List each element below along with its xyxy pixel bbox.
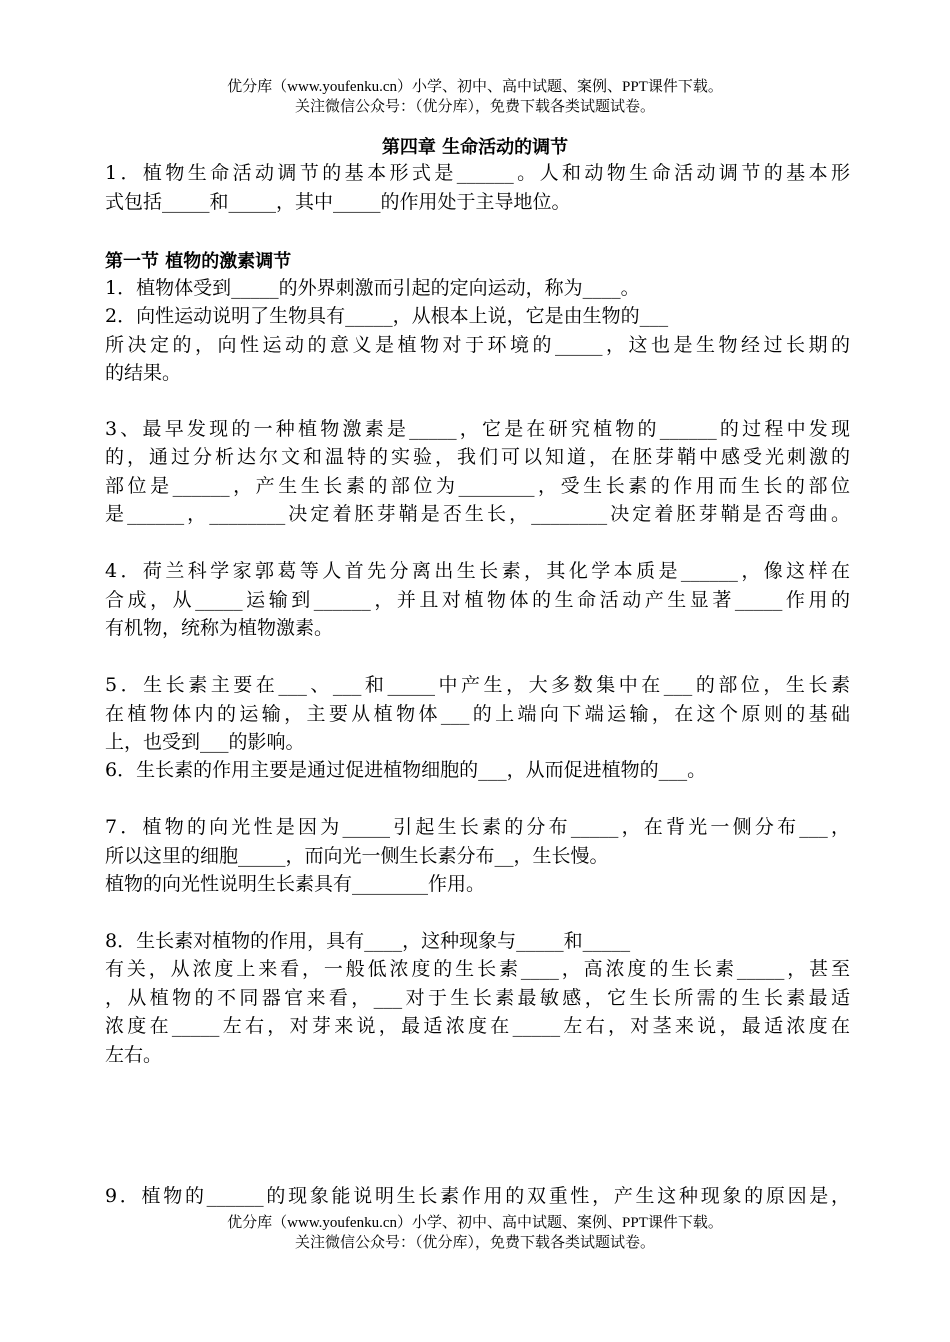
section-title: 第一节 植物的激素调节 <box>105 251 292 272</box>
text-line: 的，通过分析达尔文和温特的实验，我们可以知道，在胚芽鞘中感受光刺激的 <box>105 446 850 468</box>
text-line: 部位是______，产生生长素的部位为________，受生长素的作用而生长的部位 <box>105 475 850 497</box>
text-line: 在植物体内的运输，主要从植物体___的上端向下端运输，在这个原则的基础 <box>105 703 850 725</box>
text-line: 1．植物体受到_____的外界刺激而引起的定向运动，称为____。 <box>105 277 640 299</box>
text-line: 所决定的，向性运动的意义是植物对于环境的_____，这也是生物经过长期的 <box>105 334 850 356</box>
text-line: 6．生长素的作用主要是通过促进植物细胞的___，从而促进植物的___。 <box>105 759 707 781</box>
text-line: 所以这里的细胞_____，而向光一侧生长素分布__，生长慢。 <box>105 845 609 867</box>
text-line: 式包括_____和_____，其中_____的作用处于主导地位。 <box>105 191 571 213</box>
footer-line-1: 优分库（www.youfenku.cn）小学、初中、高中试题、案例、PPT课件下载。 <box>227 1215 723 1231</box>
text-line: 3、最早发现的一种植物激素是_____，它是在研究植物的______的过程中发现 <box>105 418 850 440</box>
text-line: 4．荷兰科学家郭葛等人首先分离出生长素，其化学本质是______，像这样在 <box>105 560 850 582</box>
text-line: 浓度在_____左右，对芽来说，最适浓度在_____左右，对茎来说，最适浓度在 <box>105 1015 850 1037</box>
text-line: 1．植物生命活动调节的基本形式是______。人和动物生命活动调节的基本形 <box>105 162 850 184</box>
text-line: 2．向性运动说明了生物具有_____，从根本上说，它是由生物的___ <box>105 305 669 327</box>
header-line-1: 优分库（www.youfenku.cn）小学、初中、高中试题、案例、PPT课件下载。 <box>227 79 723 95</box>
chapter-title: 第四章 生命活动的调节 <box>381 137 569 158</box>
header-line-2: 关注微信公众号：（优分库），免费下载各类试题试卷。 <box>294 99 655 115</box>
text-line: 的结果。 <box>105 362 182 384</box>
text-line: 9．植物的______的现象能说明生长素作用的双重性，产生这种现象的原因是， <box>105 1185 850 1207</box>
footer-line-2: 关注微信公众号：（优分库），免费下载各类试题试卷。 <box>294 1235 655 1251</box>
text-line: 是______，________决定着胚芽鞘是否生长，________决定着胚芽鞘是否弯曲。 <box>105 503 850 525</box>
text-line: 8．生长素对植物的作用，具有____，这种现象与_____和_____ <box>105 930 631 952</box>
text-line: 植物的向光性说明生长素具有________作用。 <box>105 873 486 895</box>
text-line: 合成，从_____运输到______，并且对植物体的生命活动产生显著_____作用的 <box>105 589 850 611</box>
text-line: 上，也受到___的影响。 <box>105 731 305 753</box>
text-line: ，从植物的不同器官来看，___对于生长素最敏感，它生长所需的生长素最适 <box>105 987 850 1009</box>
text-line: 左右。 <box>105 1044 163 1066</box>
text-line: 有机物，统称为植物激素。 <box>105 617 334 639</box>
text-line: 5．生长素主要在___、___和_____中产生，大多数集中在___的部位，生长素 <box>105 674 850 696</box>
text-line: 有关，从浓度上来看，一般低浓度的生长素____，高浓度的生长素_____，甚至 <box>105 958 850 980</box>
text-line: 7．植物的向光性是因为_____引起生长素的分布_____，在背光一侧分布___， <box>105 816 850 838</box>
